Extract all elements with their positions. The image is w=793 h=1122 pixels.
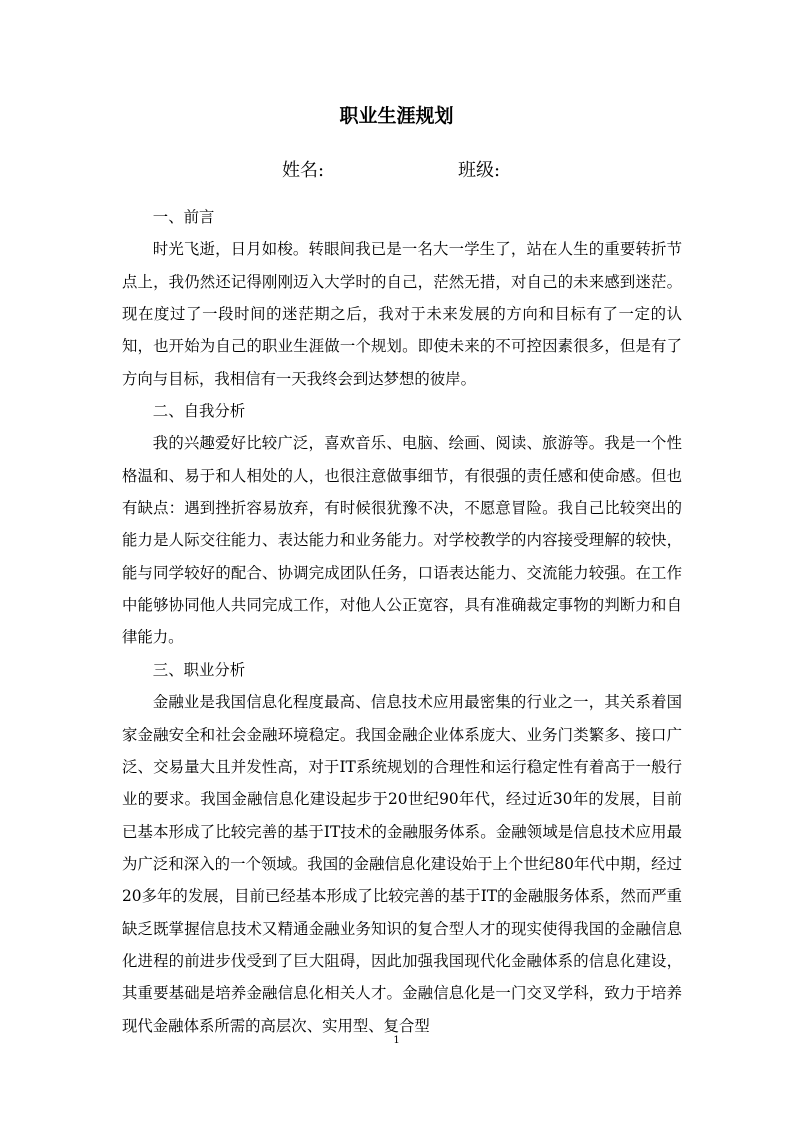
class-label: 班级: <box>458 160 501 181</box>
name-class-row <box>0 157 793 185</box>
section-heading-self-analysis: 二、自我分析 <box>152 402 246 421</box>
paragraph-self-analysis: 我的兴趣爱好比较广泛，喜欢音乐、电脑、绘画、阅读、旅游等。我是一个性格温和、易于和人相处的人，也很注意做事细节，有很强的责任感和使命感。但也有缺点：遇到挫折容易放弃，有时候很犹豫不决，不愿意冒险。我自己比较突出的能力是人际交往能力、表达能力和业务能力。对学校教学的内容接受理解的较快，能与同学较好的配合、协调完成团队任务，口语表达能力、交流能力较强。在工作中能够协同他人共同完成工作，对他人公正宽容，具有准确裁定事物的判断力和自律能力。 <box>122 434 682 647</box>
document-body <box>122 201 682 1042</box>
page-number: 1 <box>393 1035 400 1046</box>
paragraph-preface: 时光飞逝，日月如梭。转眼间我已是一名大一学生了，站在人生的重要转折节点上，我仍然还记得刚刚迈入大学时的自己，茫然无措，对自己的未来感到迷茫。现在度过了一段时间的迷茫期之后，我对于未来发展的方向和目标有了一定的认知，也开始为自己的职业生涯做一个规划。即使未来的不可控因素很多，但是有了方向与目标，我相信有一天我终会到达梦想的彼岸。 <box>122 240 682 388</box>
section-heading-career-analysis: 三、职业分析 <box>152 660 246 679</box>
section-heading-preface: 一、前言 <box>152 208 215 226</box>
page-title: 职业生涯规划 <box>339 105 454 127</box>
paragraph-career-analysis: 金融业是我国信息化程度最高、信息技术应用最密集的行业之一，其关系着国家金融安全和社会金融环境稳定。我国金融企业体系庞大、业务门类繁多、接口广泛、交易量大且并发性高，对于IT系统规划的合理性和运行稳定性有着高于一般行业的要求。我国金融信息化建设起步于20世纪90年代，经过近30年的发展，目前已基本形成了比较完善的基于IT技术的金融服务体系。金融领域是信息技术应用最为广泛和深入的一个领域。我国的金融信息化建设始于上个世纪80年代中期，经过20多年的发展，目前已经基本形成了比较完善的基于IT的金融服务体系，然而严重缺乏既掌握信息技术又精通金融业务知识的复合型人才的现实使得我国的金融信息化进程的前进步伐受到了巨大阻碍，因此加强我国现代化金融体系的信息化建设，其重要基础是培养金融信息化相关人才。金融信息化是一门交叉学科，致力于培养现代金融体系所需的高层次、实用型、复合型 <box>122 693 682 1035</box>
name-label: 姓名: <box>282 160 325 181</box>
